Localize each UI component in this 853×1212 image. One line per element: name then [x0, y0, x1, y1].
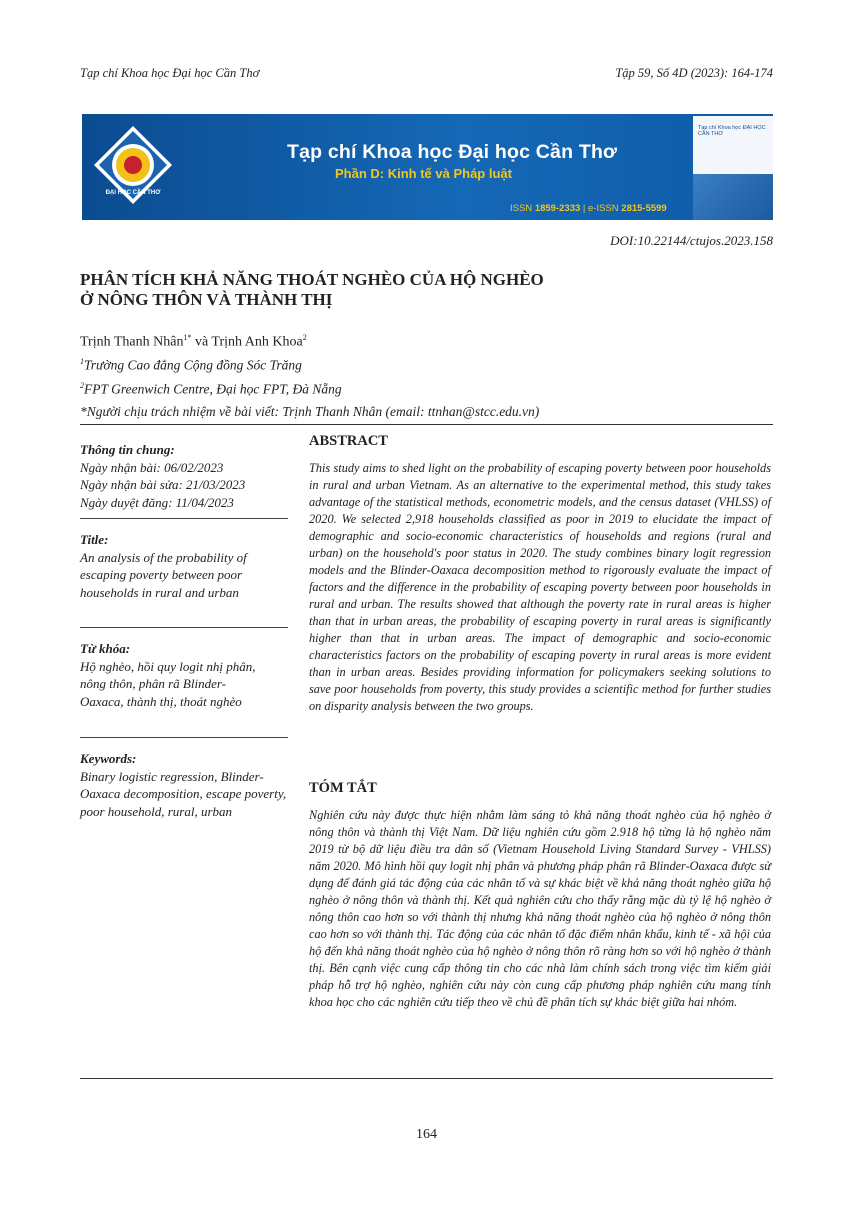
sidebar-divider-2	[80, 627, 288, 628]
abstract-text: This study aims to shed light on the probability of escaping poverty between poor households in rural and urban Vietnam. As an alternative to the experimental method, this study takes advantage of the statistical methods, econometric models, and the census dataset (VHLSS) of 2020. We selected 2,918 households classified as poor in 2019 to elucidate the impact of demographic and socio-economic characteristics of households and regions (rural and urban) on the household's poor status in 2020. The study combines binary logit regression models and the Blinder-Oaxaca decomposition method to rigorously evaluate the impact of factors and the difference in the probability of escaping poverty between poor households in rural and urban. The results showed that although the poverty rate in rural areas is higher than that in urban areas, the probability of escaping poverty in rural areas is significantly higher than that in urban areas. The impact of demographic and socio-economic characteristics factors on the probability of escaping poverty in rural areas is more evident than in urban areas. Besides providing information for policymakers seeking solutions to save poor households from poverty, this study provides a scientific method for further studies on disparity analysis between the two groups.	[309, 461, 771, 713]
affiliation-2	[80, 381, 342, 398]
running-header-journal: Tạp chí Khoa học Đại học Cần Thơ	[80, 66, 260, 80]
revised-date: Ngày nhận bài sửa: 21/03/2023	[80, 477, 246, 492]
title-line-1: PHÂN TÍCH KHẢ NĂNG THOÁT NGHÈO CỦA HỘ NGHÈO	[80, 270, 544, 289]
eissn-label: | e-ISSN	[582, 203, 619, 214]
affiliation-2-sup: 2	[80, 381, 84, 390]
english-title-block	[80, 531, 295, 601]
author-2: Trịnh Anh Khoa	[211, 334, 303, 350]
title-line-2: Ở NÔNG THÔN VÀ THÀNH THỊ	[80, 290, 333, 309]
page-number: 164	[416, 1127, 437, 1142]
article-title	[80, 270, 700, 310]
keywords-vi-heading: Từ khóa:	[80, 641, 131, 656]
affiliation-1	[80, 357, 302, 374]
corresponding-author: *Người chịu trách nhiệm về bài viết: Trịnh Thanh Nhân (email: ttnhan@stcc.edu.vn)	[80, 404, 540, 419]
author-1: Trịnh Thanh Nhân	[80, 334, 184, 350]
section-divider-bottom	[80, 1078, 773, 1079]
doi: DOI:10.22144/ctujos.2023.158	[610, 233, 773, 248]
abstract-heading: ABSTRACT	[309, 433, 388, 449]
issn-value: 1859-2333	[534, 203, 581, 214]
journal-cover-thumbnail	[693, 116, 773, 220]
eissn-value: 2815-5599	[621, 203, 667, 214]
affiliation-1-text: Trường Cao đẳng Cộng đồng Sóc Trăng	[84, 357, 302, 373]
keywords-heading: Keywords:	[80, 751, 137, 766]
received-date: Ngày nhận bài: 06/02/2023	[80, 459, 224, 475]
journal-banner	[82, 114, 773, 220]
affiliation-1-sup: 1	[80, 357, 84, 366]
section-divider-top	[80, 424, 773, 425]
authors	[80, 333, 307, 351]
banner-issn	[510, 203, 667, 214]
article-info	[80, 441, 295, 511]
tomtat-heading: TÓM TẮT	[309, 780, 377, 796]
authors-and: và	[191, 334, 212, 350]
accepted-date: Ngày duyệt đăng: 11/04/2023	[80, 494, 234, 510]
banner-title: Tạp chí Khoa học Đại học Cần Thơ	[287, 141, 618, 163]
info-heading: Thông tin chung:	[80, 442, 175, 457]
cover-title: Tạp chí Khoa học ĐẠI HỌC CẦN THƠ	[698, 125, 766, 137]
banner-subtitle: Phần D: Kinh tế và Pháp luật	[335, 166, 512, 181]
english-title: An analysis of the probability of escaping poverty between poor households in rural and urban	[80, 549, 247, 600]
tomtat-text: Nghiên cứu này được thực hiện nhằm làm sáng tỏ khả năng thoát nghèo của hộ nghèo ở nông thôn và thành thị Việt Nam. Dữ liệu nghiên cứu gồm 2.918 hộ từng là hộ nghèo năm 2019 từ bộ dữ liệu điều tra dân số (Vietnam Household Living Standard Survey - VHLSS) năm 2020. Mô hình hồi quy logit nhị phân và phương pháp phân rã Blinder-Oaxaca được sử dụng để đánh giá tác động của các nhân tố và sự khác biệt về khả năng thoát nghèo giữa hộ nghèo ở nông thôn và thành thị. Kết quả nghiên cứu cho thấy rằng mặc dù tỷ lệ hộ nghèo ở nông thôn cao hơn so với thành thị nhưng khả năng thoát nghèo của hộ nghèo ở nông thôn cao hơn so với thành thị. Tác động của các nhân tố đặc điểm nhân khẩu, kinh tế - xã hội của hộ đến khả năng thoát nghèo của hộ nghèo ở nông thôn rõ ràng hơn so với hộ nghèo ở thành thị. Bên cạnh việc cung cấp thông tin cho các nhà làm chính sách trong việc tìm kiếm giải pháp hỗ trợ hộ nghèo, nghiên cứu này còn cung cấp phương pháp nghiên cứu mang tính khoa học cho các nghiên cứu tiếp theo về chủ đề phân tích sự khác biệt giữa hai nhóm.	[309, 808, 771, 1009]
keywords: Binary logistic regression, Blinder-Oaxaca decomposition, escape poverty, poor household, rural, urban	[80, 768, 287, 819]
university-logo	[90, 122, 176, 208]
author-1-sup: 1*	[183, 333, 192, 342]
issn-label: ISSN	[510, 203, 533, 214]
sidebar-divider-3	[80, 737, 288, 738]
keywords-vi: Hộ nghèo, hồi quy logit nhị phân, nông thôn, phân rã Blinder-Oaxaca, thành thị, thoát nghèo	[80, 658, 256, 709]
sidebar-divider-1	[80, 518, 288, 519]
english-keywords-block	[80, 750, 295, 820]
author-2-sup: 2	[302, 333, 307, 342]
cover-art	[693, 174, 773, 220]
vietnamese-keywords-block	[80, 640, 295, 710]
running-header-volume: Tập 59, Số 4D (2023): 164-174	[615, 66, 773, 80]
affiliation-2-text: FPT Greenwich Centre, Đại học FPT, Đà Nẵng	[84, 381, 342, 397]
title-heading: Title:	[80, 532, 109, 547]
logo-text: ĐẠI HỌC CẦN THƠ	[105, 190, 161, 196]
